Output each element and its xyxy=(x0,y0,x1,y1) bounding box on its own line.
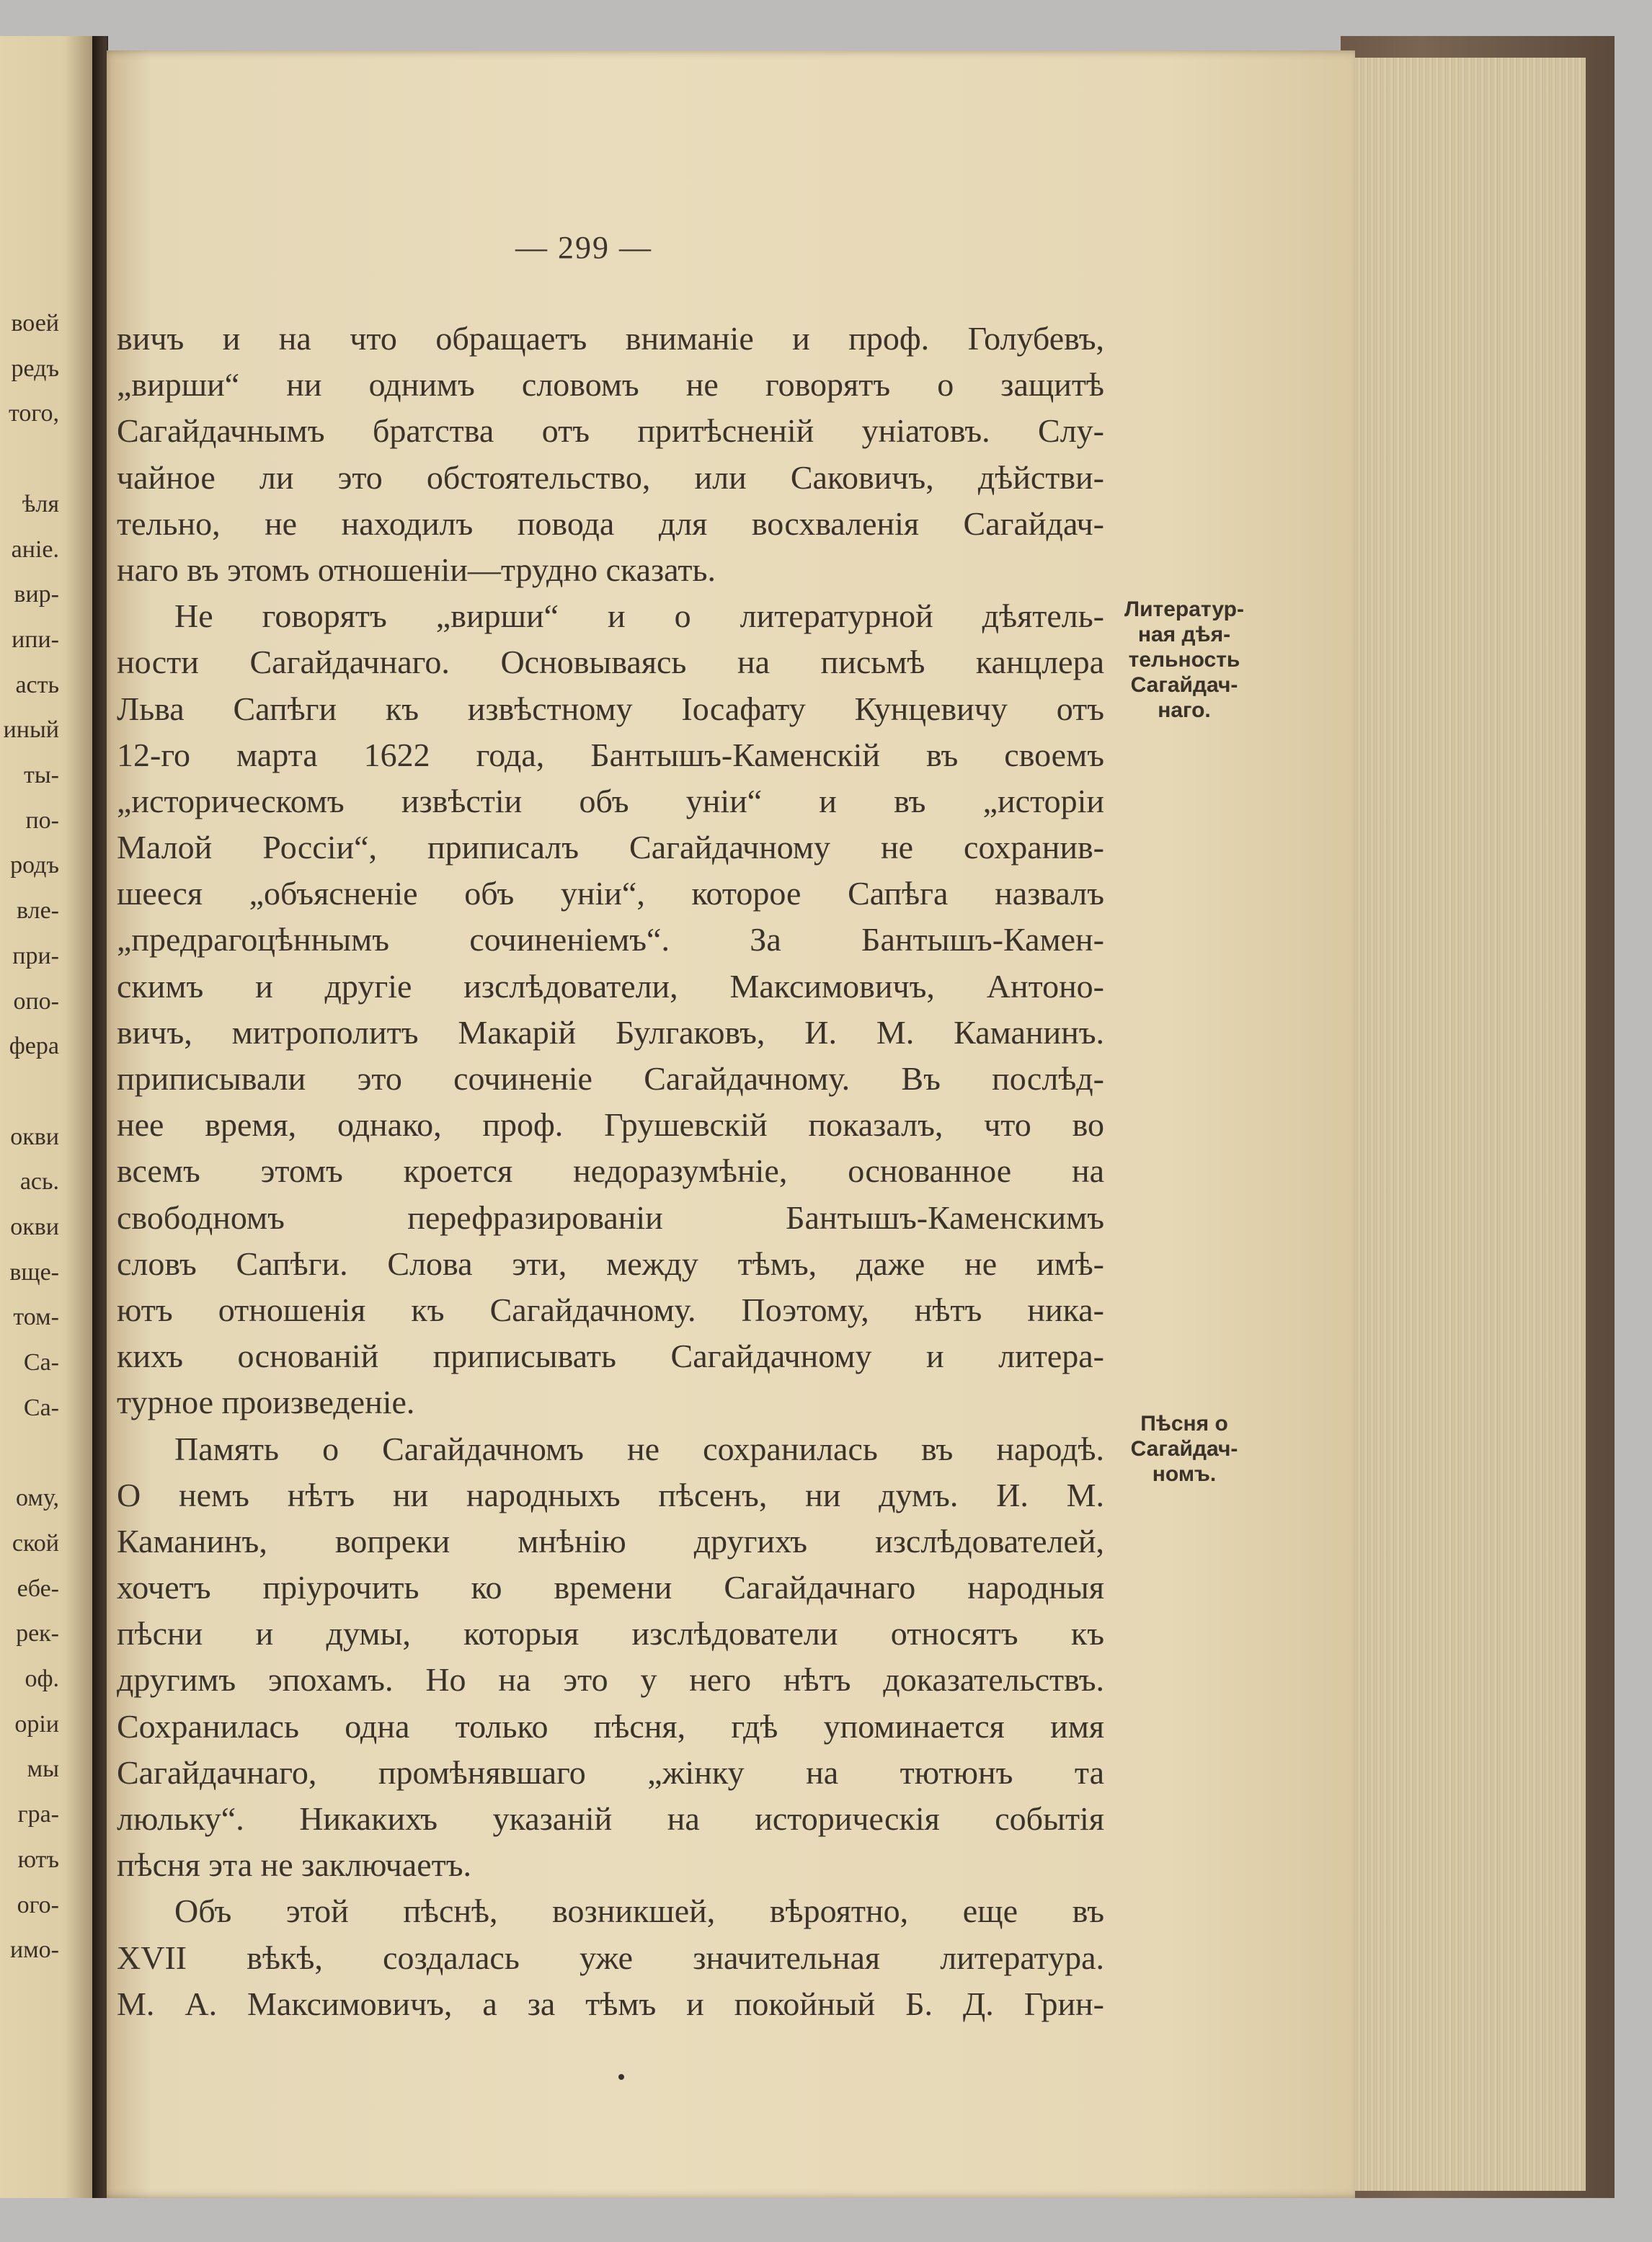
margin-note-line: Сагайдач- xyxy=(1130,1437,1238,1461)
book-spine xyxy=(92,36,107,2198)
left-page-fragment: имо- xyxy=(9,1936,59,1964)
text-line: пѣсни и думы, которыя изслѣдователи относятъ къ xyxy=(117,1615,1104,1652)
margin-note-literary-activity xyxy=(1109,597,1260,723)
ink-dot xyxy=(618,2074,624,2080)
left-page-fragment: ого- xyxy=(17,1891,59,1918)
left-page-fragment: опо- xyxy=(13,987,59,1015)
text-line: Каманинъ, вопреки мнѣнію другихъ изслѣдователей, xyxy=(117,1522,1104,1560)
text-line: Сохранилась одна только пѣсня, гдѣ упоминается имя xyxy=(117,1707,1104,1745)
text-line: „вирши“ ни однимъ словомъ не говорятъ о защитѣ xyxy=(117,366,1104,404)
left-page-fragment: оріи xyxy=(14,1710,59,1738)
text-line: ности Сагайдачнаго. Основываясь на письмѣ канцлера xyxy=(117,644,1104,681)
left-page-fragment: вле- xyxy=(17,897,59,925)
text-line: приписывали это сочиненіе Сагайдачному. Въ послѣд- xyxy=(117,1060,1104,1097)
text-line: скимъ и другіе изслѣдователи, Максимовичъ, Антоно- xyxy=(117,967,1104,1005)
text-line: Память о Сагайдачномъ не сохранилась въ народѣ. xyxy=(174,1430,1104,1467)
left-page-fragment: при- xyxy=(12,942,59,969)
text-line: словъ Сапѣги. Слова эти, между тѣмъ, даже не имѣ- xyxy=(117,1245,1104,1282)
text-line: ютъ отношенія къ Сагайдачному. Поэтому, нѣтъ ника- xyxy=(117,1291,1104,1328)
text-line: О немъ нѣтъ ни народныхъ пѣсенъ, ни думъ. И. М. xyxy=(117,1476,1104,1513)
text-line: всемъ этомъ кроется недоразумѣніе, основанное на xyxy=(117,1152,1104,1190)
margin-note-line: Пѣсня о xyxy=(1140,1412,1228,1436)
text-line: люльку“. Никакихъ указаній на историческія событія xyxy=(117,1800,1104,1837)
text-line: Сагайдачнымъ братства отъ притѣсненій уніатовъ. Слу- xyxy=(117,412,1104,450)
left-page-fragment: асть xyxy=(15,671,59,698)
body-text xyxy=(117,316,1104,2027)
text-line: турное произведеніе. xyxy=(117,1384,415,1421)
left-page-fragment: ебе- xyxy=(17,1575,59,1602)
left-page-fragment: рек- xyxy=(16,1620,59,1647)
left-page-fragment: аніе. xyxy=(11,535,59,563)
text-line: наго въ этомъ отношеніи—трудно сказать. xyxy=(117,551,716,588)
left-page-fragment: ому, xyxy=(16,1485,59,1512)
text-line: „историческомъ извѣстіи объ уніи“ и въ „исторіи xyxy=(117,782,1104,819)
text-line: кихъ основаній приписывать Сагайдачному и литера- xyxy=(117,1338,1104,1375)
left-page-fragment: по- xyxy=(25,806,59,834)
text-line: 12-го марта 1622 года, Бантышъ-Каменскій въ своемъ xyxy=(117,736,1104,773)
left-page-fragment: Са- xyxy=(23,1349,59,1376)
text-line: XVII вѣкѣ, создалась уже значительная литература. xyxy=(117,1939,1104,1976)
left-page-fragment: оф. xyxy=(25,1665,59,1692)
page-edges xyxy=(1355,58,1586,2191)
margin-note-line: наго. xyxy=(1158,698,1211,722)
text-line: Не говорятъ „вирши“ и о литературной дѣятель- xyxy=(174,597,1104,635)
text-line: нее время, однако, проф. Грушевскій показалъ, что во xyxy=(117,1106,1104,1144)
left-page-fragment: фера xyxy=(9,1033,59,1060)
left-page-fragment: редъ xyxy=(11,355,59,382)
left-page-fragment: родъ xyxy=(10,852,59,879)
text-line: вичъ, митрополитъ Макарій Булгаковъ, И. М. Каманинъ. xyxy=(117,1013,1104,1051)
left-page-fragment: Са- xyxy=(23,1394,59,1421)
left-page-fragment: ѣля xyxy=(22,490,59,517)
left-page-fragment: ипи- xyxy=(12,626,59,653)
left-page-fragment: вир- xyxy=(14,581,59,608)
text-line: Сагайдачнаго, промѣнявшаго „жінку на тютюнъ та xyxy=(117,1753,1104,1791)
text-line: Объ этой пѣснѣ, возникшей, вѣроятно, еще въ xyxy=(174,1892,1104,1930)
left-page-fragment: ской xyxy=(12,1529,59,1557)
text-line: Льва Сапѣги къ извѣстному Іосафату Кунцевичу отъ xyxy=(117,690,1104,727)
left-page-fragment: ты- xyxy=(23,762,59,788)
left-page-fragment: окви xyxy=(10,1123,59,1150)
left-page-fragment: иный xyxy=(3,716,59,744)
margin-note-line: номъ. xyxy=(1152,1462,1217,1486)
left-page-fragment: ась. xyxy=(19,1168,59,1196)
left-page-fragment: воей xyxy=(11,310,59,337)
text-line: „предрагоцѣннымъ сочиненіемъ“. За Бантышъ-Камен- xyxy=(117,921,1104,958)
left-page-fragment: гра- xyxy=(17,1801,59,1828)
text-line: чайное ли это обстоятельство, или Саковичъ, дѣйстви- xyxy=(117,458,1104,496)
margin-note-line: ная дѣя- xyxy=(1137,623,1231,646)
text-line: шееся „объясненіе объ уніи“, которое Сапѣга назвалъ xyxy=(117,875,1104,912)
text-line: свободномъ перефразированіи Бантышъ-Каменскимъ xyxy=(117,1198,1104,1236)
text-line: М. А. Максимовичъ, а за тѣмъ и покойный Б. Д. Грин- xyxy=(117,1985,1104,2022)
left-page-fragment: окви xyxy=(10,1214,59,1240)
text-line: другимъ эпохамъ. Но на это у него нѣтъ доказательствъ. xyxy=(117,1661,1104,1699)
left-page-fragment: ютъ xyxy=(17,1846,59,1873)
page-number: — 299 — xyxy=(515,230,652,265)
text-line: хочетъ пріурочить ко времени Сагайдачнаго народныя xyxy=(117,1569,1104,1606)
margin-note-song xyxy=(1109,1411,1260,1487)
text-line: пѣсня эта не заключаетъ. xyxy=(117,1846,472,1884)
left-page-fragment: того, xyxy=(8,400,59,427)
text-line: вичъ и на что обращаетъ вниманіе и проф. Голубевъ, xyxy=(117,320,1104,357)
left-page-fragment: том- xyxy=(13,1304,59,1331)
text-line: тельно, не находилъ повода для восхваленія Сагайдач- xyxy=(117,504,1104,542)
left-page-fragment: вще- xyxy=(9,1258,59,1286)
left-page-fragment: мы xyxy=(27,1756,59,1783)
text-line: Малой Россіи“, приписалъ Сагайдачному не сохранив- xyxy=(117,829,1104,866)
margin-note-line: Сагайдач- xyxy=(1130,673,1238,697)
margin-note-line: Литератур- xyxy=(1124,597,1244,621)
margin-note-line: тельность xyxy=(1128,648,1240,672)
